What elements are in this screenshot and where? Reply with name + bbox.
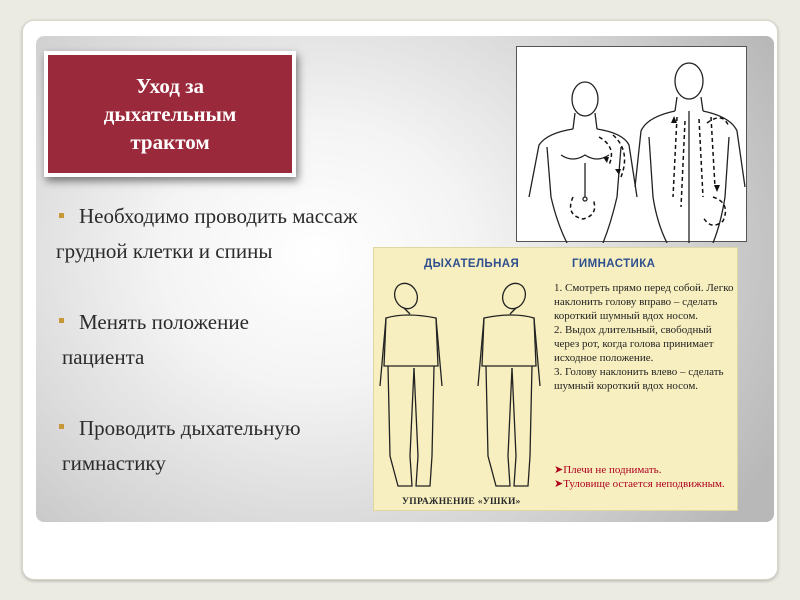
warning-line-2: [554, 477, 734, 491]
bullet-1-line-1: Необходимо проводить массаж: [79, 204, 358, 228]
bullet-3-line-1: Проводить дыхательную: [79, 416, 301, 440]
bullet-marker: [59, 213, 64, 218]
bullet-1-line-2: грудной клетки и спины: [56, 239, 273, 263]
exercise-step-1: 1. Смотреть прямо перед собой. Легко наклонить голову вправо – сделать короткий шумный вдох носом.: [554, 282, 734, 322]
gym-header-right: ГИМНАСТИКА: [572, 258, 656, 270]
exercise-step-2: 2. Выдох длительный, свободный через рот, когда голова принимает исходное положение.: [554, 324, 714, 364]
arrow-right-icon: ➤: [554, 478, 564, 490]
massage-illustration: [516, 46, 747, 242]
exercise-caption: УПРАЖНЕНИЕ «УШКИ»: [402, 497, 521, 507]
bullet-2-line-2: пациента: [62, 345, 145, 369]
slide-title: Уход за дыхательным трактом: [103, 74, 237, 154]
slide-title-box: [44, 51, 296, 177]
warning-2-text: Туловище остается неподвижным.: [563, 478, 725, 490]
bullet-2-line-1: Менять положение: [79, 310, 249, 334]
exercise-warnings: [554, 463, 734, 491]
warning-1-text: Плечи не поднимать.: [563, 464, 662, 476]
bullet-3-line-2: гимнастику: [62, 451, 166, 475]
bullet-marker: [59, 424, 64, 429]
gym-header-left: ДЫХАТЕЛЬНАЯ: [424, 258, 520, 270]
exercise-steps: [554, 281, 734, 393]
exercise-figures-drawing: [376, 276, 551, 506]
breathing-exercise-panel: [373, 247, 738, 511]
warning-line-1: [554, 463, 734, 477]
massage-figures-drawing: [517, 47, 748, 243]
exercise-step-3: 3. Голову наклонить влево – сделать шумный короткий вдох носом.: [554, 366, 724, 392]
bullet-marker: [59, 318, 64, 323]
arrow-right-icon: ➤: [554, 464, 564, 476]
